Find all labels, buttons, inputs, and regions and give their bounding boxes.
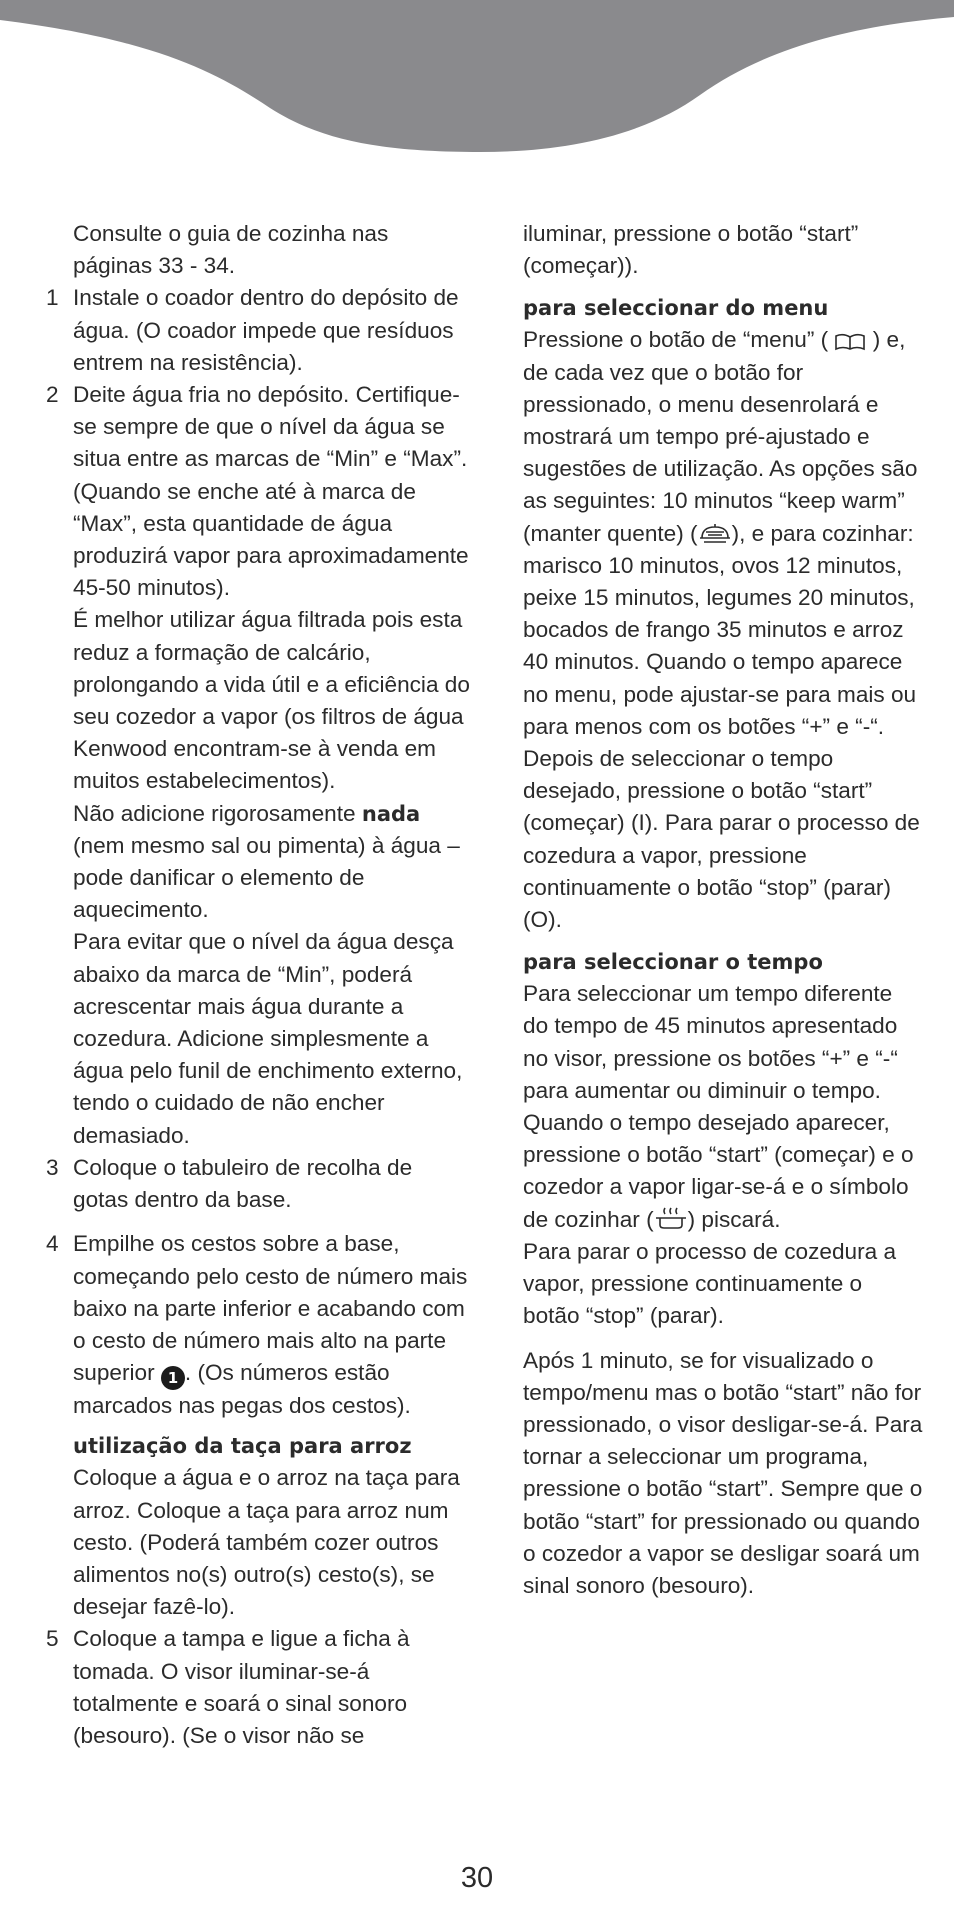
steam-pot-icon xyxy=(654,1206,688,1232)
left-column xyxy=(40,218,470,1752)
continuation-text: iluminar, pressione o botão “start” (começar)). xyxy=(523,221,859,279)
menu-text-a: Pressione o botão de “menu” ( xyxy=(523,327,829,353)
step-text: Coloque a tampa e ligue a ficha à tomada. O visor iluminar-se-á totalmente e soará o sinal sonoro (besouro). (Se o visor não se xyxy=(73,1626,410,1748)
step-text: Instale o coador dentro do depósito de água. (O coador impede que resíduos entrem na resistência). xyxy=(73,285,459,375)
book-icon-shape xyxy=(836,335,864,349)
step-1 xyxy=(40,282,470,379)
time-text-a: Para seleccionar um tempo diferente do tempo de 45 minutos apresentado no visor, pressione os botões “+” e “-“ para aumentar ou diminuir o tempo. Quando o tempo desejado aparecer, pressione o botão “start” (começar) e o cozedor a vapor ligar-se-á e o símbolo de cozinhar ( xyxy=(523,981,914,1232)
warning-text xyxy=(73,798,470,927)
step-text xyxy=(73,1228,470,1422)
header-wave-shape xyxy=(0,0,954,152)
page-number: 30 xyxy=(460,1862,494,1894)
step-number: 3 xyxy=(46,1154,59,1180)
warning-text-end: (nem mesmo sal ou pimenta) à água – pode danificar o elemento de aquecimento. xyxy=(73,832,460,923)
after-minute-text: Após 1 minuto, se for visualizado o tempo/menu mas o botão “start” não for pressionado, o visor desligar-se-á. Para tornar a seleccionar um programa, pressione o botão “start”. Sempre que o botão “start” for pressionado ou quando o cozedor a vapor se desligar soará um sinal sonoro (besouro). xyxy=(523,1347,923,1598)
figure-reference-badge: 1 xyxy=(161,1366,185,1390)
stop-text: Para parar o processo de cozedura a vapor, pressione continuamente o botão “stop” (parar). xyxy=(523,1238,897,1329)
menu-text-b: ) e, de cada vez que o botão for pressionado, o menu desenrolará e mostrará um tempo pré-ajustado e sugestões de utilização. As opções são as seguintes: 10 minutos “keep warm” (manter quente) ( xyxy=(523,327,918,546)
step-text-end: . (Os números estão marcados nas pegas dos cestos). xyxy=(73,1360,411,1419)
filtered-water-text: É melhor utilizar água filtrada pois esta reduz a formação de calcário, prolongando a vida útil e a eficiência do seu cozedor a vapor (os filtros de água Kenwood encontram-se à venda em muitos estabelecimentos). xyxy=(73,607,470,794)
book-icon xyxy=(834,332,866,352)
step-5 xyxy=(40,1623,470,1752)
step-number: 2 xyxy=(46,382,59,408)
step-number: 5 xyxy=(46,1626,59,1652)
steam-pot-icon-shape xyxy=(656,1208,686,1228)
warning-text-start: Não adicione rigorosamente xyxy=(73,800,362,826)
step-4 xyxy=(40,1228,470,1422)
menu-text xyxy=(523,324,923,936)
rice-bowl-section xyxy=(40,1430,470,1623)
rice-bowl-text: Coloque a água e o arroz na taça para arroz. Coloque a taça para arroz num cesto. (Poderá também cozer outros alimentos no(s) outro(s) cesto(s), se desejar fazê-lo). xyxy=(73,1465,460,1620)
rice-bowl-heading: utilização da taça para arroz xyxy=(73,1434,412,1459)
right-column xyxy=(523,218,923,1602)
time-heading: para seleccionar o tempo xyxy=(523,950,823,975)
warning-emphasis: nada xyxy=(361,801,421,826)
header-wave-band xyxy=(0,0,954,160)
time-text-b: ) piscará. xyxy=(687,1206,781,1232)
step-text-start: Empilhe os cestos sobre a base, começando pelo cesto de número mais baixo na parte inferior e acabando com o cesto de número mais alto na parte superior xyxy=(73,1231,468,1386)
step-number: 1 xyxy=(46,285,59,311)
step-3 xyxy=(40,1152,470,1216)
step-text: Deite água fria no depósito. Certifique-se sempre de que o nível da água se situa entre as marcas de “Min” e “Max”. (Quando se enche até à marca de “Max”, esta quantidade de água produzirá vapor para aproximadamente 45-50 minutos). xyxy=(73,382,469,601)
refill-text: Para evitar que o nível da água desça abaixo da marca de “Min”, poderá acrescentar mais água durante a cozedura. Adicione simplesmente a água pelo funil de enchimento externo, tendo o cuidado de não encher demasiado. xyxy=(73,929,463,1148)
step-2 xyxy=(40,379,470,1152)
time-text xyxy=(523,978,923,1236)
step-text: Coloque o tabuleiro de recolha de gotas dentro da base. xyxy=(73,1154,413,1213)
covered-dish-icon-shape xyxy=(700,524,730,542)
covered-dish-icon xyxy=(698,522,732,546)
step-number: 4 xyxy=(46,1231,59,1257)
intro-text: Consulte o guia de cozinha nas páginas 33 - 34. xyxy=(73,221,389,279)
menu-text-c: ), e para cozinhar: marisco 10 minutos, ovos 12 minutos, peixe 15 minutos, legumes 20 minutos, bocados de frango 35 minutos e arroz 40 minutos. Quando o tempo aparece no menu, pode ajustar-se para mais ou para menos com os botões “+” e “-“. Depois de seleccionar o tempo desejado, pressione o botão “start” (começar) (I). Para parar o processo de cozedura a vapor, pressione continuamente o botão “stop” (parar) (O). xyxy=(523,520,920,933)
menu-heading: para seleccionar do menu xyxy=(523,296,829,321)
